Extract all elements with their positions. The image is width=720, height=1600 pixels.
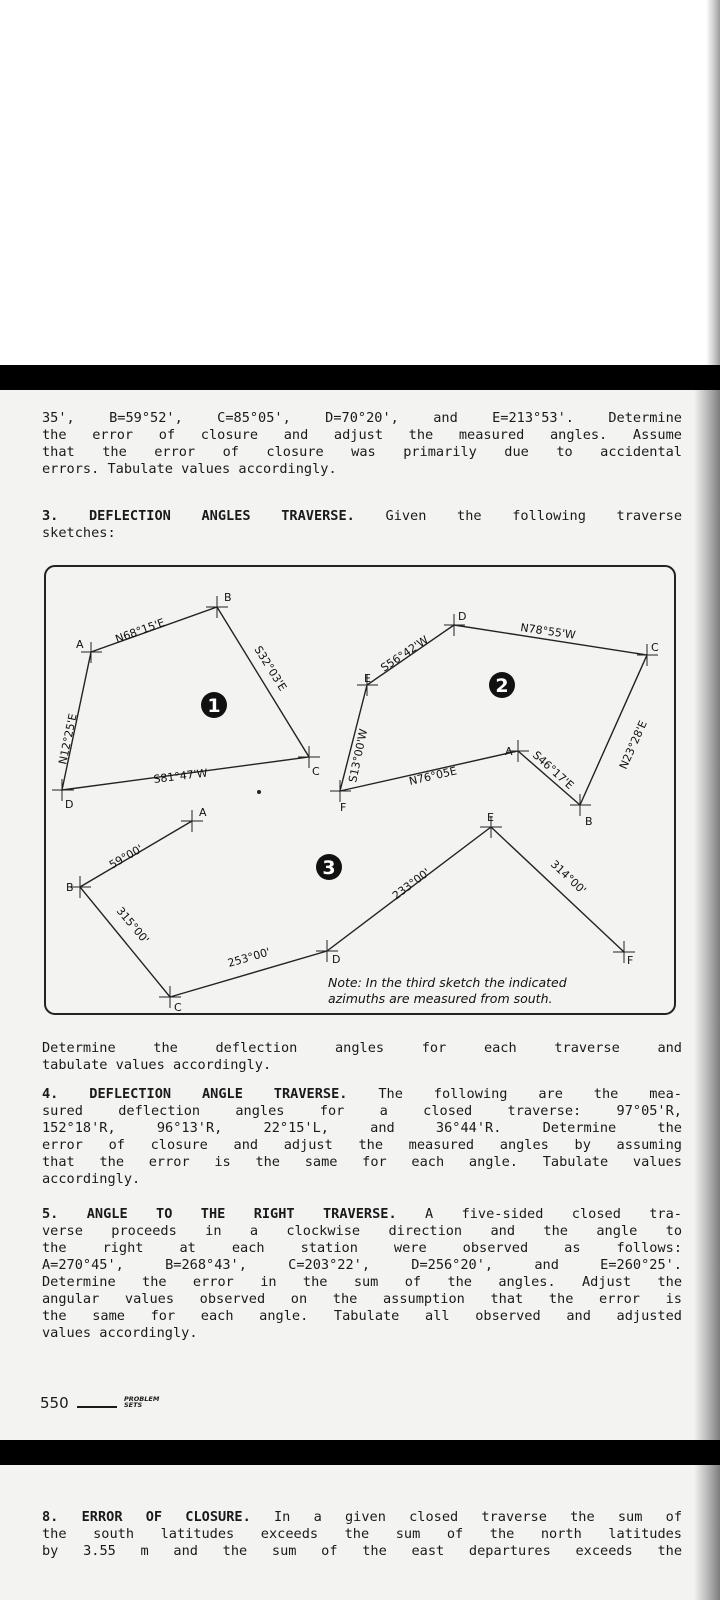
station-label: D [332, 953, 341, 966]
station-label: C [312, 765, 320, 778]
azimuth-label: 315°00' [113, 904, 152, 947]
azimuth-label: 253°00' [226, 945, 272, 970]
bearing-label: S46°17'E [529, 748, 577, 792]
text-line: Determine the deflection angles for each traverse and [42, 1040, 682, 1056]
station-label: E [364, 672, 371, 685]
sketch-2-number [489, 672, 515, 698]
text-line: the same for each angle. Tabulate all observed and adjusted [42, 1308, 682, 1324]
problem-2-continuation [42, 410, 682, 478]
problem-heading: 8. ERROR OF CLOSURE. [42, 1509, 251, 1525]
sketch-2-labels [340, 610, 659, 828]
text-line: sured deflection angles for a closed traverse: 97°05'R, [42, 1103, 682, 1119]
sketch-2 [330, 614, 658, 816]
text-line: by 3.55 m and the sum of the east departures exceeds the [42, 1543, 682, 1559]
page-separator [0, 1440, 720, 1465]
problem-4 [42, 1086, 682, 1188]
sketch-3-number [316, 854, 342, 880]
problem-5 [42, 1206, 682, 1342]
problem-3-instruction [42, 1040, 682, 1074]
footer-tag-line: SETS [124, 1401, 143, 1409]
text-line: values accordingly. [42, 1325, 198, 1341]
page-edge-shadow [694, 1465, 720, 1600]
text-line: that the error of closure was primarily due to accidental [42, 444, 682, 460]
sketch-2-traverse-lines [340, 625, 647, 805]
bearing-label: S13°00'W [346, 727, 371, 784]
station-label: A [199, 806, 207, 819]
text-line: the south latitudes exceeds the sum of the north latitudes [42, 1526, 682, 1542]
text-line [42, 1206, 682, 1223]
text-line: Determine the error in the sum of the angles. Adjust the [42, 1274, 682, 1290]
page-separator [0, 365, 720, 390]
text-line: verse proceeds in a clockwise direction and the angle to [42, 1223, 682, 1239]
text-line: the error of closure and adjust the measured angles. Assume [42, 427, 682, 443]
station-label: D [65, 798, 74, 811]
problem-8 [42, 1509, 682, 1560]
svg-text:2: 2 [495, 675, 509, 697]
svg-text:3: 3 [322, 857, 336, 879]
station-label: E [487, 811, 494, 824]
speck [257, 790, 261, 794]
textbook-page-550 [0, 390, 720, 1440]
station-label: A [76, 638, 84, 651]
footer-tag-line: PROBLEM [124, 1395, 160, 1403]
traverse-sketches-figure [44, 565, 676, 1015]
text-run: The following are the mea- [347, 1086, 682, 1102]
station-label: B [224, 591, 232, 604]
bearing-label: N23°28'E [616, 718, 650, 772]
station-label: B [66, 881, 74, 894]
problem-heading: 5. ANGLE TO THE RIGHT TRAVERSE. [42, 1206, 397, 1222]
bearing-label: S56°42'W [378, 633, 431, 675]
sketch-1-number [201, 692, 227, 718]
svg-text:1: 1 [207, 695, 221, 717]
page-edge-shadow [706, 0, 720, 365]
text-run: Given the following traverse [354, 508, 683, 524]
sketch-1-traverse-lines [62, 607, 309, 790]
text-line: error of closure and adjust the measured angles by assuming [42, 1137, 682, 1153]
text-run: A five-sided closed tra- [396, 1206, 682, 1222]
figure-note [328, 975, 567, 1006]
sketch-3-traverse-lines [80, 821, 624, 997]
page-edge-shadow [694, 390, 720, 1440]
station-label: C [651, 641, 659, 654]
station-label: F [627, 954, 634, 967]
azimuth-label: 314°00' [547, 857, 589, 897]
blank-page-area [0, 0, 720, 365]
station-label: C [174, 1001, 182, 1014]
station-markers [330, 614, 658, 816]
bearing-label: S32°03'E [251, 643, 290, 694]
text-line: errors. Tabulate values accordingly. [42, 461, 337, 477]
text-line: A=270°45', B=268°43', C=203°22', D=256°20', and E=260°25'. [42, 1257, 682, 1273]
text-line [42, 1086, 682, 1103]
problem-3 [42, 508, 682, 542]
problem-heading: 3. DEFLECTION ANGLES TRAVERSE. [42, 508, 355, 524]
bearing-label: N76°05E [407, 764, 459, 788]
text-line: 35', B=59°52', C=85°05', D=70°20', and E=213°53'. Determine [42, 410, 682, 426]
note-line: Note: In the third sketch the indicated [328, 975, 567, 990]
text-line: that the error is the same for each angle. Tabulate values [42, 1154, 682, 1170]
textbook-page-next [0, 1465, 720, 1600]
footer-section-tag [124, 1396, 164, 1408]
station-label: D [458, 610, 467, 623]
page-number: 550 [40, 1394, 69, 1412]
text-line: 152°18'R, 96°13'R, 22°15'L, and 36°44'R. Determine the [42, 1120, 682, 1136]
text-line: accordingly. [42, 1171, 141, 1187]
sketch-1-labels [56, 591, 320, 811]
text-line: tabulate values accordingly. [42, 1057, 272, 1073]
text-line [42, 1509, 682, 1526]
bearing-label: N12°25'E [56, 712, 80, 766]
text-run: In a given closed traverse the sum of [250, 1509, 683, 1525]
station-label: B [585, 815, 593, 828]
problem-heading: 4. DEFLECTION ANGLE TRAVERSE. [42, 1086, 348, 1102]
text-line: sketches: [42, 525, 116, 541]
bearing-label: N78°55'W [519, 621, 577, 642]
note-line: azimuths are measured from south. [328, 991, 553, 1006]
traverse-sketches-svg [44, 565, 676, 1015]
footer-rule [77, 1406, 117, 1408]
text-line: angular values observed on the assumption that the error is [42, 1291, 682, 1307]
azimuth-label: 233°00' [389, 865, 433, 903]
text-line: the right at each station were observed as follows: [42, 1240, 682, 1256]
station-label: A [505, 745, 513, 758]
bearing-label: N68°15'E [113, 615, 167, 646]
azimuth-label: 59°00' [107, 842, 146, 872]
bearing-label: S81°47'W [152, 766, 209, 786]
station-label: F [340, 801, 347, 814]
text-line [42, 508, 682, 525]
